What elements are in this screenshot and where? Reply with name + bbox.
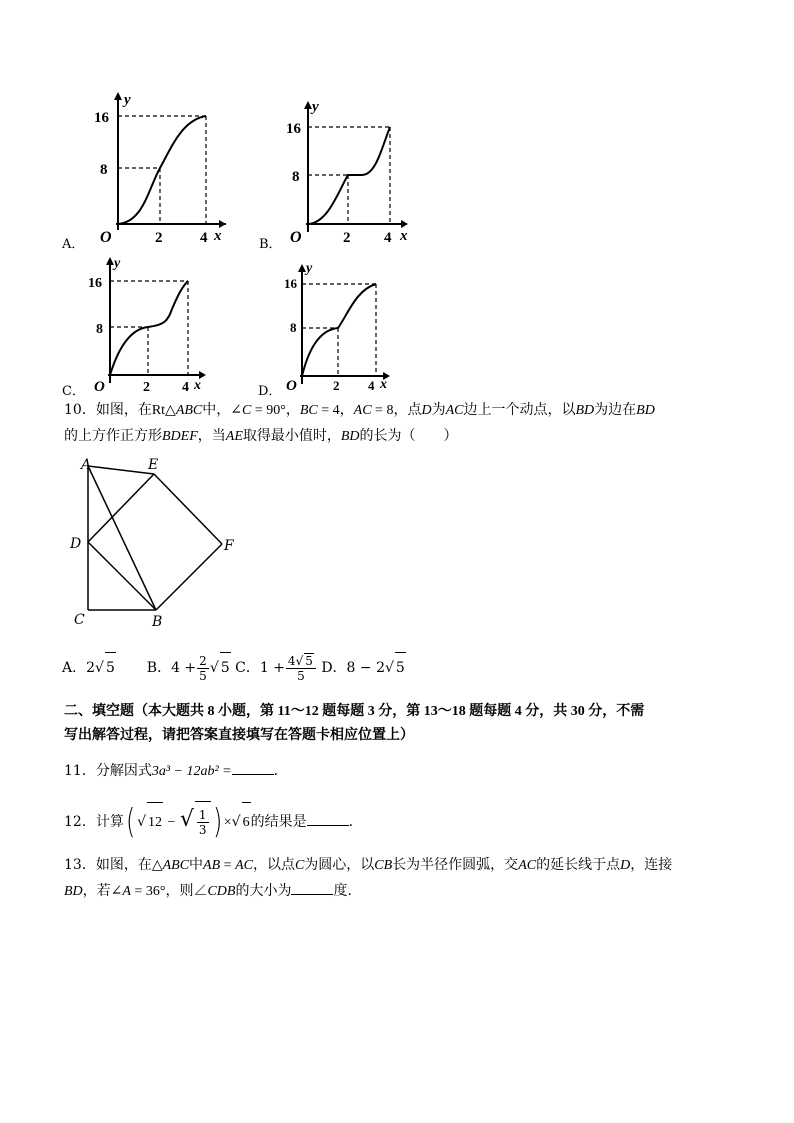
option-d-graph	[282, 260, 402, 399]
segment-ae	[88, 466, 154, 474]
svg-text:y: y	[312, 99, 319, 115]
q12: 12．计算( √ 12 − √ $\frac{1}{3}$ ) ×√ 6的结果是 .	[64, 802, 354, 842]
section2-heading-line2: 写出解答过程，请把答案直接填写在答题卡相应位置上）	[64, 728, 414, 743]
tick-x2: 2	[155, 230, 163, 245]
option-b-graph	[282, 97, 422, 251]
point-c: C	[74, 612, 85, 628]
q11: 11．分解因式3a³ − 12ab² = .	[64, 760, 278, 783]
option-c-label: C．	[62, 384, 85, 399]
curve	[118, 116, 206, 224]
x-axis-arrow	[219, 220, 226, 228]
q10-figure	[66, 452, 246, 636]
q13-line1: 13．如图，在△ABC中AB = AC，以点C为圆心，以CB长为半径作圆弧，交AC的延长线于点D，连接	[64, 857, 673, 873]
segment-ab	[88, 466, 156, 610]
svg-text:O: O	[290, 229, 302, 246]
svg-text:y: y	[306, 261, 313, 276]
svg-text:8: 8	[290, 320, 297, 335]
q13-line2: BD，若∠A = 36°，则∠CDB的大小为 度.	[64, 880, 352, 903]
segment-de	[88, 474, 154, 542]
svg-text:x: x	[194, 378, 201, 393]
tick-x4: 4	[200, 230, 208, 245]
svg-text:16: 16	[284, 276, 297, 291]
q10-line1: 10．如图，在Rt△ABC中，∠C = 90°，BC = 4，AC = 8，点D为AC边上一个动点，以BD为边在BD	[64, 402, 655, 418]
q10-option-d: D．8 − 2√ 5	[321, 660, 406, 676]
svg-text:4: 4	[384, 230, 392, 246]
svg-text:y: y	[114, 256, 121, 271]
y-axis-arrow	[114, 92, 122, 100]
tick-8: 8	[100, 162, 108, 178]
svg-text:4: 4	[368, 378, 375, 393]
svg-text:O: O	[94, 379, 105, 393]
q10-line2: 的上方作正方形BDEF，当AE取得最小值时，BD的长为（ ）	[64, 428, 458, 444]
x-label: x	[214, 228, 222, 244]
svg-text:16: 16	[286, 121, 301, 137]
q10-options	[62, 652, 406, 683]
option-b-label: B．	[259, 237, 282, 252]
point-f: F	[224, 538, 234, 554]
svg-text:8: 8	[292, 169, 300, 185]
option-c-graph	[86, 253, 216, 397]
option-a-graph	[88, 90, 228, 249]
q10-option-a: A．2√ 5	[62, 660, 116, 676]
svg-text:16: 16	[88, 276, 102, 291]
svg-text:2: 2	[333, 378, 340, 393]
section2-heading-line1: 二、填空题（本大题共 8 小题，第 11～12 题每题 3 分，第 13～18 题每题 4 分，共 30 分，不需	[64, 704, 645, 719]
origin-label: O	[100, 229, 112, 245]
segment-ef	[154, 474, 222, 544]
svg-text:O: O	[286, 378, 297, 394]
point-a: A	[81, 457, 92, 473]
answer-blank	[291, 880, 333, 895]
option-a-label: A．	[62, 237, 85, 252]
point-d: D	[70, 536, 82, 552]
tick-16: 16	[94, 110, 109, 126]
q10-option-c: C．1 + $\frac{4√ 5}{5}$	[235, 660, 317, 676]
y-label: y	[124, 92, 131, 108]
option-d-label: D．	[258, 384, 282, 399]
svg-text:x: x	[400, 228, 408, 244]
point-b: B	[152, 614, 163, 630]
segment-db	[88, 542, 156, 610]
svg-text:2: 2	[343, 230, 351, 246]
segment-fb	[156, 544, 222, 610]
answer-blank	[307, 811, 349, 826]
svg-text:4: 4	[182, 380, 189, 393]
answer-blank	[232, 760, 274, 775]
point-e: E	[148, 457, 159, 473]
svg-text:2: 2	[143, 380, 150, 393]
svg-text:x: x	[380, 377, 387, 392]
q10-option-b: B．4 + $\frac{2}{5}$ √ 5	[146, 653, 230, 683]
svg-text:8: 8	[96, 322, 103, 337]
